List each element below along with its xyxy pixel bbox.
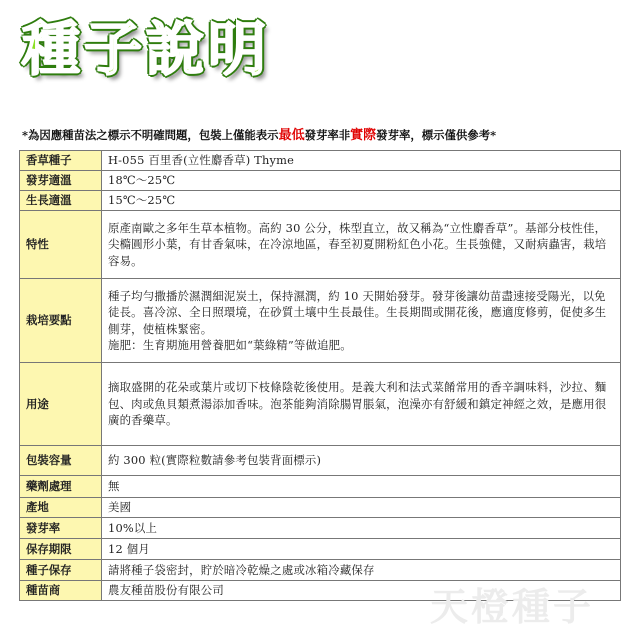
table-row: [20, 171, 621, 191]
row-value: 無: [102, 476, 621, 498]
row-label: 保存期限: [20, 539, 102, 560]
row-value: 15℃～25℃: [102, 191, 621, 211]
table-row: [20, 446, 621, 476]
row-value: 美國: [102, 498, 621, 518]
row-label: 藥劑處理: [20, 476, 102, 498]
table-row: [20, 151, 621, 171]
row-label: 生長適溫: [20, 191, 102, 211]
row-value: H-055 百里香(立性麝香草) Thyme: [102, 151, 621, 171]
seed-spec-table: [19, 150, 621, 601]
table-row: [20, 518, 621, 539]
table-row: [20, 560, 621, 581]
table-row: [20, 279, 621, 363]
row-label: 特性: [20, 211, 102, 279]
page-title: 種子說明: [22, 15, 271, 83]
row-value-fertilizer: 施肥：生育期施用營養肥如“葉綠精”等做追肥。: [108, 338, 352, 352]
row-label: 發芽適溫: [20, 171, 102, 191]
row-value: 原產南歐之多年生草本植物。高約 30 公分，株型直立，故又稱為“立性麝香草”。基部分枝性佳，尖橢圓形小葉，有甘香氣味，在冷涼地區，春至初夏開粉紅色小花。生長強健，又耐病蟲害，栽培容易。: [102, 211, 621, 279]
table-row: [20, 363, 621, 446]
row-label: 包裝容量: [20, 446, 102, 476]
row-label: 種子保存: [20, 560, 102, 581]
table-row: [20, 211, 621, 279]
row-value: 10%以上: [102, 518, 621, 539]
table-row: [20, 476, 621, 498]
row-value: 請將種子袋密封，貯於暗冷乾燥之處或冰箱冷藏保存: [102, 560, 621, 581]
row-value: 18℃～25℃: [102, 171, 621, 191]
notice-emphasis-actual: 實際: [350, 128, 377, 143]
row-value: 摘取盛開的花朵或葉片或切下枝條陰乾後使用。是義大利和法式菜餚常用的香辛調味料，沙拉、麵包、肉或魚貝類煮湯添加香味。泡茶能夠消除腸胃脹氣，泡澡亦有舒緩和鎮定神經之效，是應用很廣的香藥草。: [102, 363, 621, 446]
row-value: [102, 279, 621, 363]
row-value-main: 種子均勻撒播於濕潤細泥炭土，保持濕潤，約 10 天開始發芽。發芽後讓幼苗盡速接受陽光，以免徒長。喜冷涼、全日照環境，在砂質土壤中生長最佳。生長期間或開花後，應適度修剪，促使多生側芽，使植株緊密。: [108, 288, 607, 336]
notice-emphasis-lowest: 最低: [278, 128, 305, 143]
notice-middle: 發芽率非: [304, 128, 351, 142]
disclaimer-notice: [22, 127, 622, 144]
row-value: 約 300 粒(實際粒數請參考包裝背面標示): [102, 446, 621, 476]
row-label: 用途: [20, 363, 102, 446]
row-label: 香草種子: [20, 151, 102, 171]
table-row: [20, 539, 621, 560]
table-row: [20, 498, 621, 518]
notice-prefix: *為因應種苗法之標示不明確問題，包裝上僅能表示: [22, 128, 279, 142]
watermark: 天橙種子: [430, 585, 595, 629]
row-label: 產地: [20, 498, 102, 518]
row-label: 栽培要點: [20, 279, 102, 363]
notice-suffix: 發芽率，標示僅供參考*: [376, 128, 497, 142]
row-value: 農友種苗股份有限公司: [102, 581, 621, 601]
table-row: [20, 191, 621, 211]
row-label: 種苗商: [20, 581, 102, 601]
row-label: 發芽率: [20, 518, 102, 539]
row-value: 12 個月: [102, 539, 621, 560]
